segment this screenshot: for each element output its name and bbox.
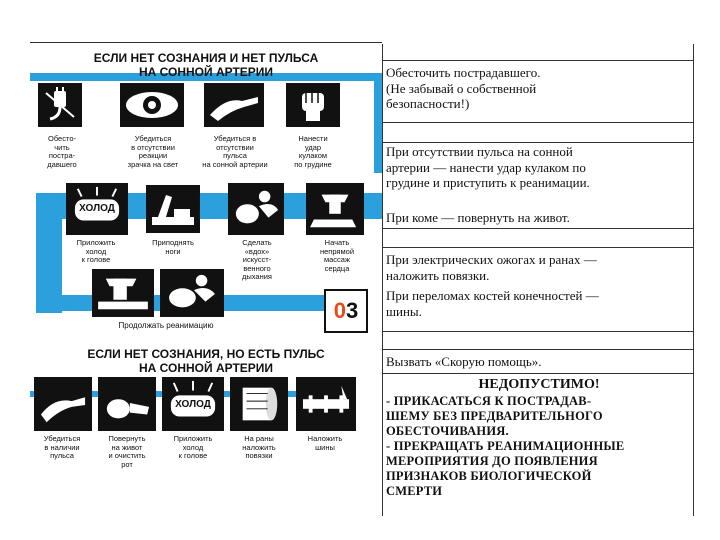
header-no-pulse: ЕСЛИ НЕТ СОЗНАНИЯ И НЕТ ПУЛЬСА НА СОННОЙ АРТЕРИИ <box>93 51 319 79</box>
fist-icon <box>286 83 340 127</box>
caption-raise-legs: Приподнять ноги <box>152 238 194 256</box>
rule-1 <box>382 60 694 61</box>
breath-icon <box>228 183 284 235</box>
caption-pupil: Убедиться в отсутствии реакции зрачка на свет <box>127 134 179 169</box>
massage-continue-icon <box>92 269 154 317</box>
badge-03-three: 3 <box>346 298 359 323</box>
breath-continue-icon <box>160 269 224 317</box>
rule-4 <box>382 228 694 229</box>
instructions-panel <box>382 44 694 516</box>
emergency-03-badge <box>324 289 368 333</box>
flow-arrow-right-down <box>374 73 382 173</box>
warning-title: НЕДОПУСТИМО! <box>478 377 600 392</box>
continue-reanimation-label: Продолжать реанимацию <box>118 321 214 330</box>
cold-badge-label-2: ХОЛОД <box>175 399 211 410</box>
legs-icon <box>146 185 200 233</box>
step-de-energize: Обесточить пострадавшего. (Не забывай о собственной безопасности!) <box>386 65 541 111</box>
rule-5 <box>382 247 694 248</box>
warning-list: - ПРИКАСАТЬСЯ К ПОСТРАДАВ- ШЕМУ БЕЗ ПРЕДВАРИТЕЛЬНОГО ОБЕСТОЧИВАНИЯ. - ПРЕКРАЩАТЬ РЕАНИМАЦИОННЫЕ МЕРОПРИЯТИЯ ДО ПОЯВЛЕНИЯ ПРИЗНАКОВ БИОЛОГИЧЕСКОЙ СМЕРТИ <box>386 394 625 498</box>
caption-splint: Наложить шины <box>307 434 343 452</box>
caption-no-pulse: Убедиться в отсутствии пульса на сонной артерии <box>202 134 268 169</box>
panel-left-border <box>382 44 383 516</box>
step-call-ambulance: Вызвать «Скорую помощь». <box>386 354 542 369</box>
header-with-pulse: ЕСЛИ НЕТ СОЗНАНИЯ, НО ЕСТЬ ПУЛЬС НА СОННОЙ АРТЕРИИ <box>87 347 325 375</box>
caption-apply-cold: Приложить холод к голове <box>76 238 116 264</box>
eye-icon <box>120 83 184 127</box>
rule-2 <box>382 122 694 123</box>
step-coma: При коме — повернуть на живот. <box>386 210 570 225</box>
caption-check-pulse: Убедиться в наличии пульса <box>43 434 81 460</box>
rule-3 <box>382 142 694 143</box>
plug-icon <box>38 83 82 127</box>
step-no-pulse: При отсутствии пульса на сонной артерии — нанести удар кулаком по грудине и приступить к реанимации. <box>386 144 590 190</box>
caption-bandage: На раны наложить повязки <box>242 434 276 460</box>
caption-chest-compressions: Начать непрямой массаж сердца <box>319 238 355 273</box>
caption-apply-cold-2: Приложить холод к голове <box>173 434 213 460</box>
badge-03-zero: 0 <box>333 298 346 323</box>
panel-right-border <box>693 44 694 516</box>
pulse-hand-icon <box>204 83 264 127</box>
rule-6 <box>382 331 694 332</box>
caption-de-energize: Обесто- чить постра- давшего <box>47 134 77 169</box>
pulse-check-icon <box>34 377 92 431</box>
rule-7 <box>382 349 694 350</box>
caption-rescue-breath: Сделать «вдох» искусст- венного дыхания <box>242 238 272 281</box>
turn-icon <box>98 377 156 431</box>
first-aid-poster <box>30 42 382 517</box>
cold-badge-label: ХОЛОД <box>79 203 115 214</box>
step-burns-wounds: При электрических ожогах и ранах — наложить повязки. <box>386 252 597 283</box>
splint-icon <box>296 377 356 431</box>
caption-turn-clear-mouth: Повернуть на живот и очистить рот <box>108 434 146 469</box>
step-fractures: При переломах костей конечностей — шины. <box>386 288 599 319</box>
caption-precordial-thump: Нанести удар кулаком по грудине <box>294 134 332 169</box>
massage-icon <box>306 183 364 235</box>
rule-8 <box>382 373 694 374</box>
bandage-icon <box>230 377 288 431</box>
